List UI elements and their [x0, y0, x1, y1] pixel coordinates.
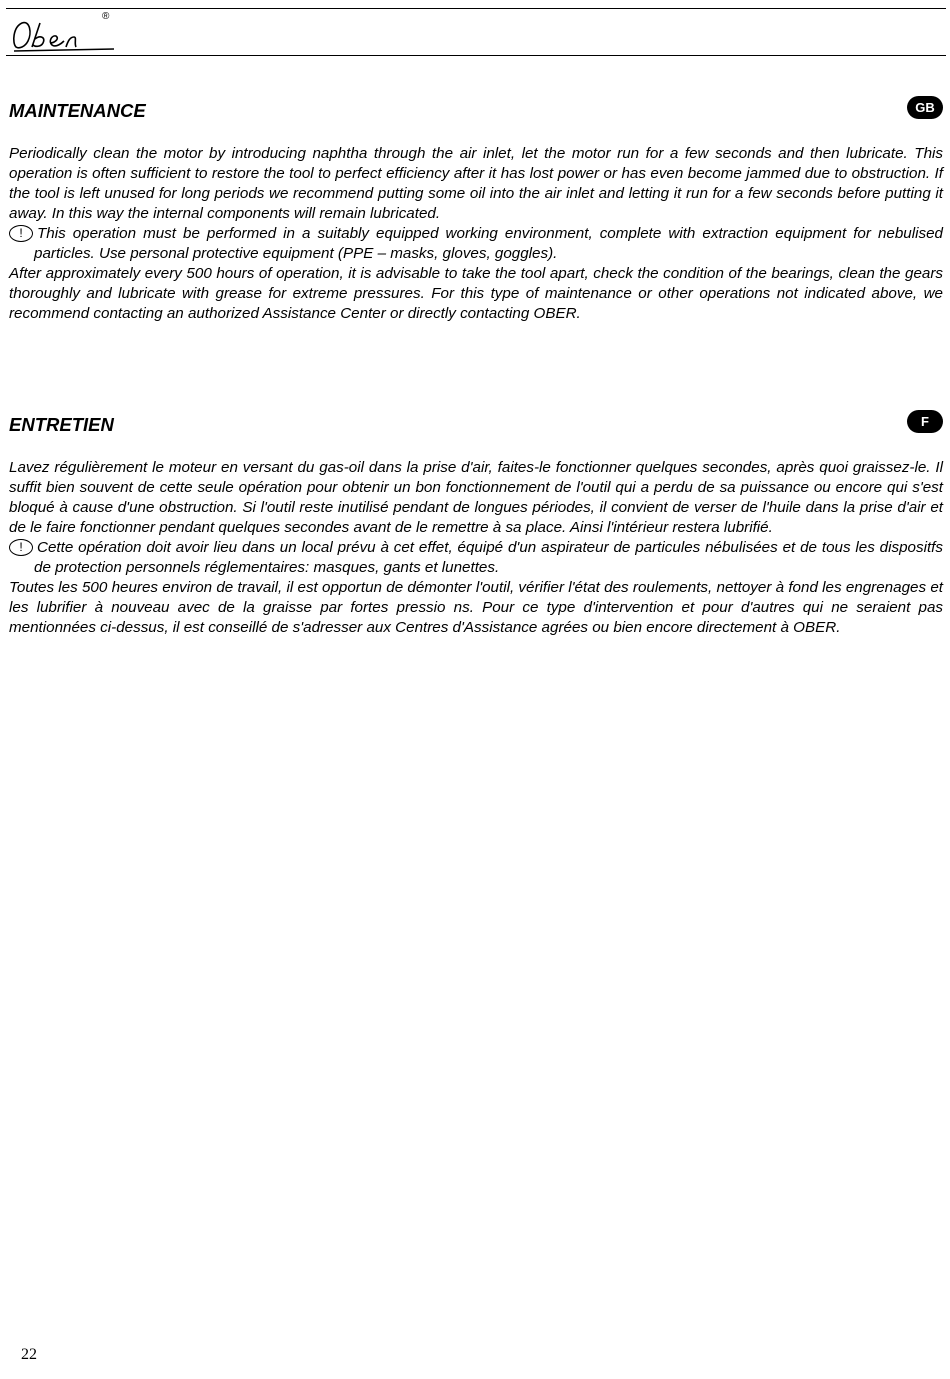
section-body — [9, 458, 943, 638]
warning-icon: ! — [9, 225, 33, 242]
section-maintenance — [9, 100, 943, 322]
page-header — [6, 8, 946, 56]
paragraph: After approximately every 500 hours of operation, it is advisable to take the tool apart, check the condition of the bearings, clean the gears thoroughly and lubricate with grease for extreme pressures. For this type of maintenance or other operations not indicated above, we recommend contacting an authorized Assistance Center or directly contacting OBER. — [9, 265, 943, 322]
section-body — [9, 144, 943, 324]
section-title: ENTRETIEN — [9, 414, 114, 435]
section-entretien — [9, 414, 943, 636]
registered-mark: ® — [102, 11, 110, 22]
language-badge-f: F — [907, 410, 943, 433]
paragraph: Lavez régulièrement le moteur en versant du gas-oil dans la prise d'air, faites-le fonctionner quelques secondes, après quoi graissez-le. Il suffit bien souvent de cette seule opération pour obtenir un bon fonctionnement de l'outil qui a perdu de sa puissance ou encore qui s'est bloqué à cause d'une obstruction. Si l'outil reste inutilisé pendant de longues périodes, il convient de verser de l'huile dans la prise d'air et de le faire fonctionner pendant quelques secondes avant de le remettre à sa place. Ainsi l'intérieur restera lubrifié. — [9, 459, 943, 536]
warning-paragraph — [9, 224, 943, 264]
paragraph: Toutes les 500 heures environ de travail, il est opportun de démonter l'outil, vérifier l'état des roulements, nettoyer à fond les engrenages et les lubrifier à nouveau avec de la graisse par fortes pressio ns. Pour ce type d'intervention et pour d'autres qui ne seraient pas mentionnées ci-dessus, il est conseillé de s'adresser aux Centres d'Assistance agrées ou bien encore directement à OBER. — [9, 579, 943, 636]
page-number: 22 — [21, 1346, 37, 1363]
warning-text: Cette opération doit avoir lieu dans un local prévu à cet effet, équipé d'un aspirateur de particules nébulisées et de tous les dispositfs de protection personnels réglementaires: masques, gants et lunettes. — [34, 539, 943, 576]
paragraph: Periodically clean the motor by introducing naphtha through the air inlet, let the motor run for a few seconds and then lubricate. This operation is often sufficient to restore the tool to perfect efficiency after it has lost power or has even become jammed due to obstruction. If the tool is left unused for long periods we recommend putting some oil into the air inlet and letting it run for a few seconds before putting it away. In this way the internal components will remain lubricated. — [9, 145, 943, 222]
warning-icon: ! — [9, 539, 33, 556]
warning-paragraph — [9, 538, 943, 578]
section-title: MAINTENANCE — [9, 100, 146, 121]
warning-text: This operation must be performed in a suitably equipped working environment, complete with extraction equipment for nebulised particles. Use personal protective equipment (PPE – masks, gloves, goggles). — [34, 225, 943, 262]
language-badge-gb: GB — [907, 96, 943, 119]
